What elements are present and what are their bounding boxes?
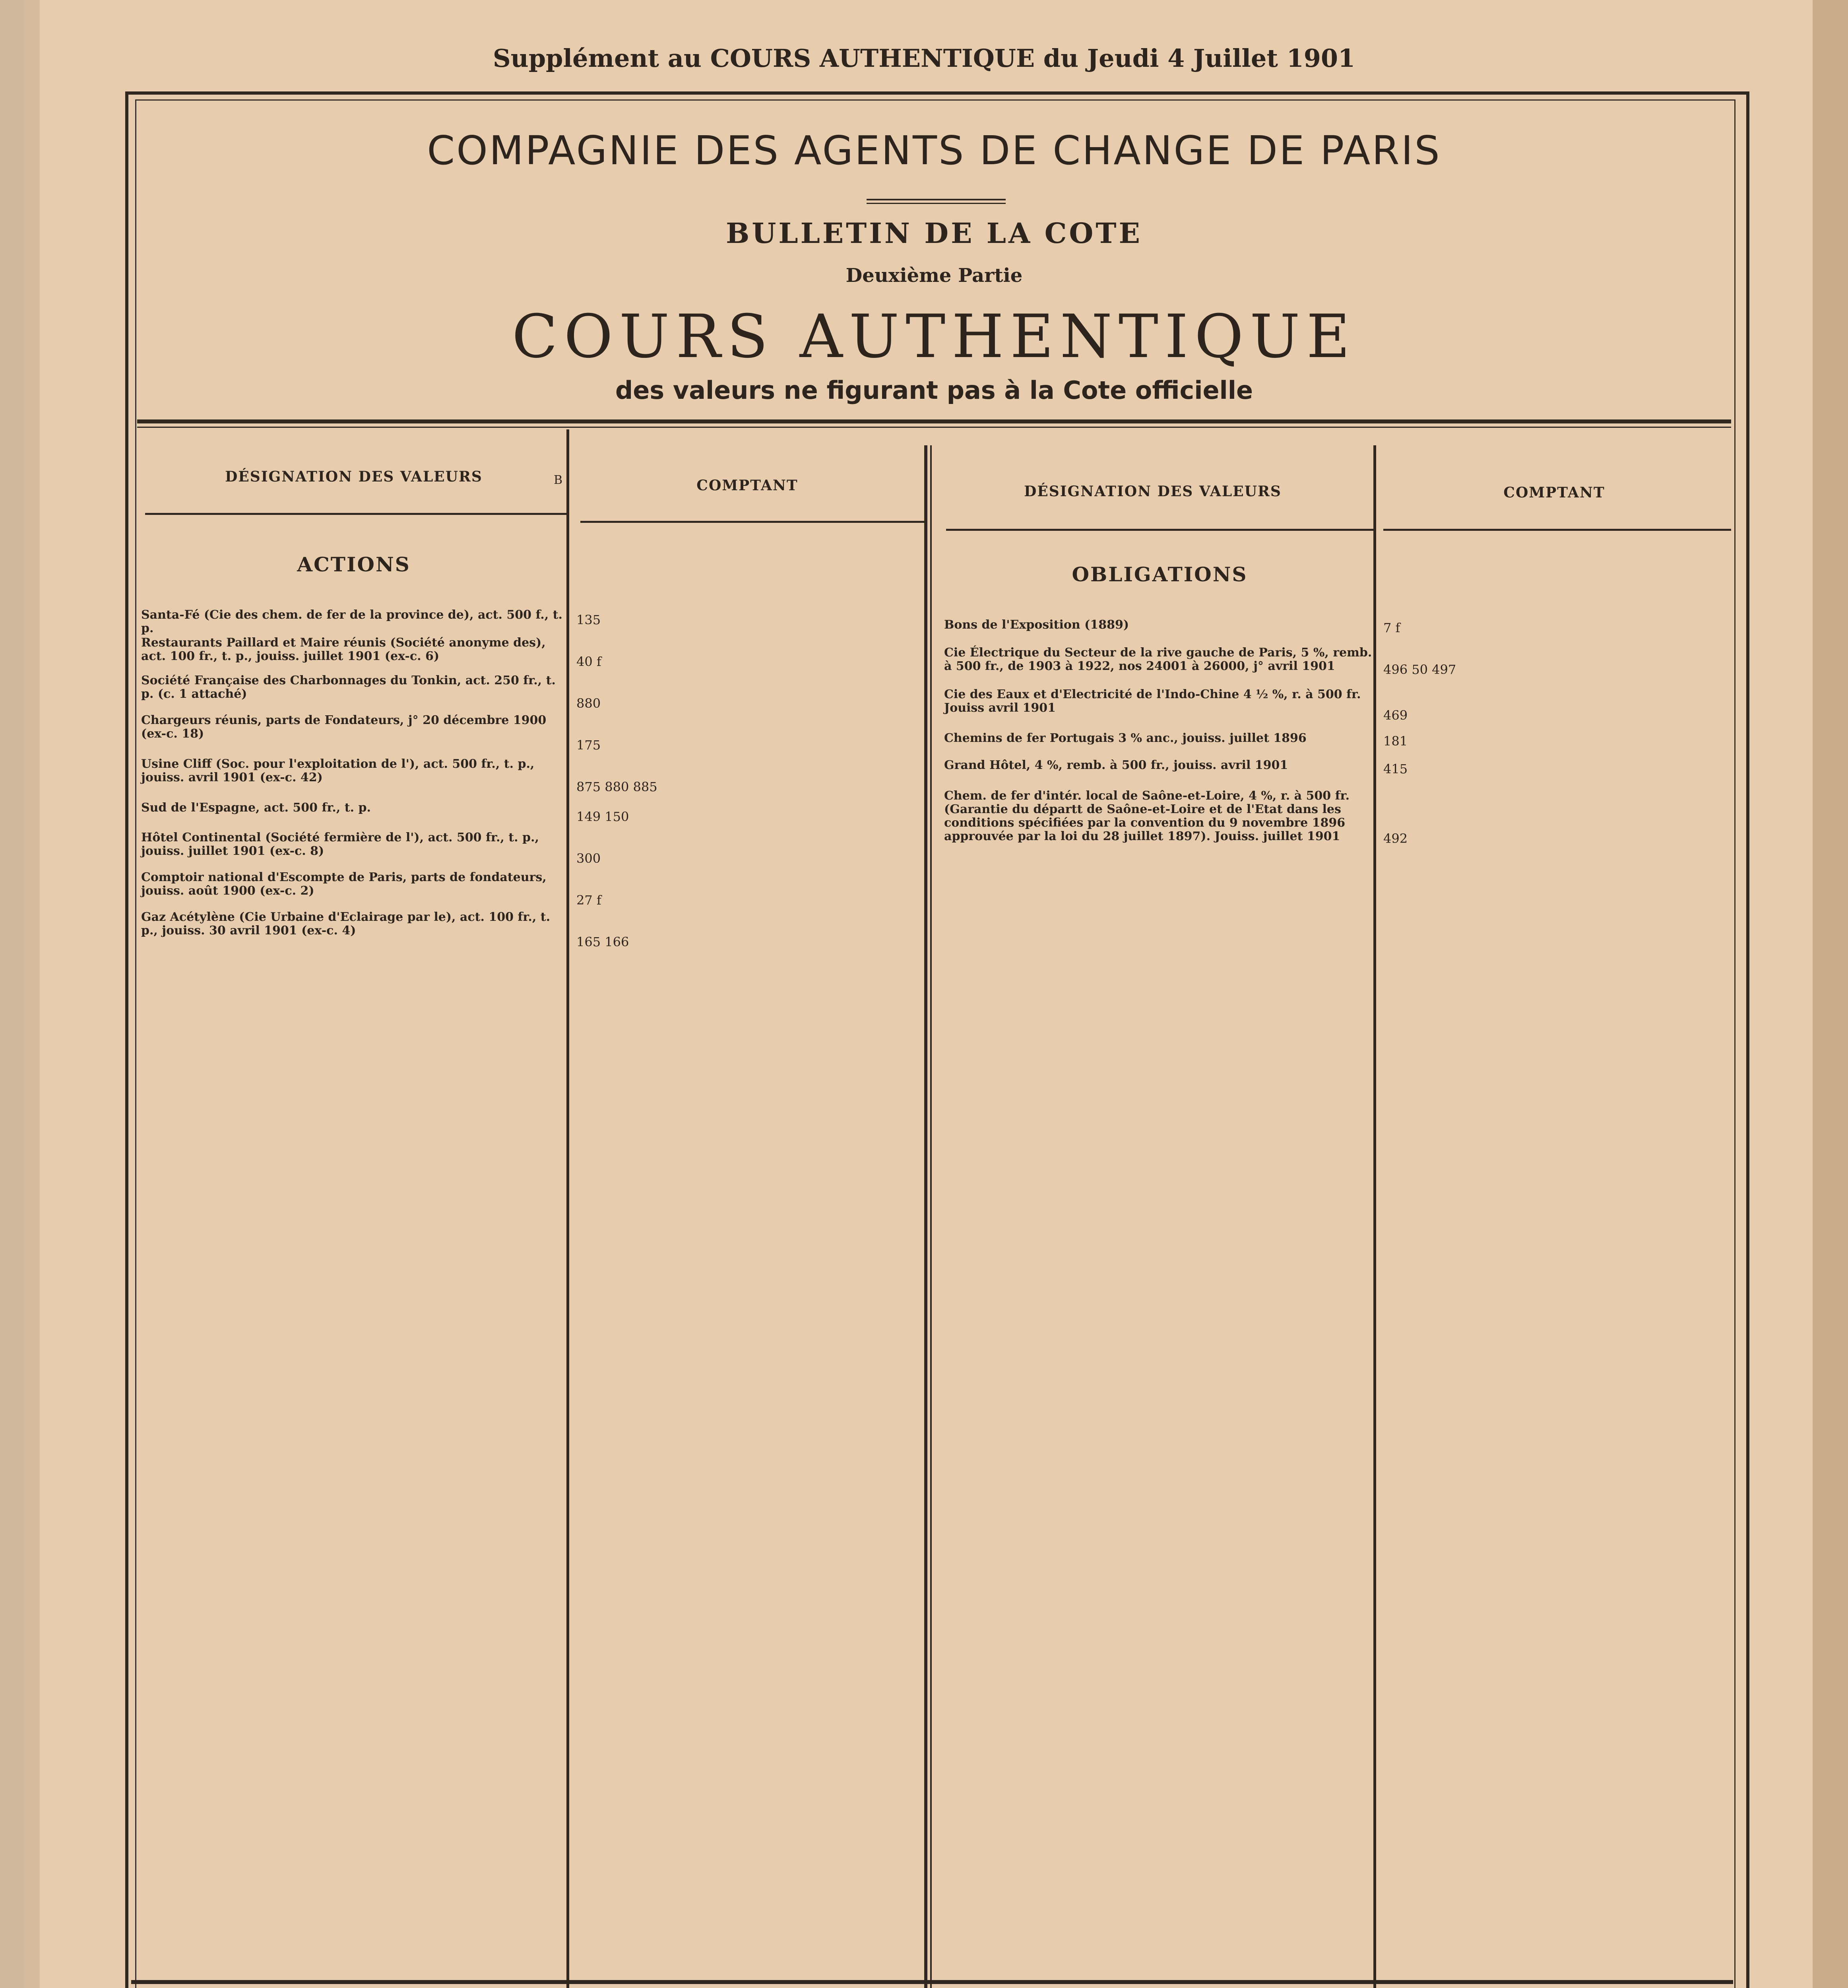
col-head-rule-3 <box>946 529 1373 531</box>
actions-item-name: Gaz Acétylène (Cie Urbaine d'Eclairage par le), act. 100 fr., t. p., jouiss. 30 avril 1901 (ex-c. 4) <box>141 910 551 938</box>
col-divider-center <box>924 445 927 1988</box>
col-head-rule-1 <box>145 513 566 515</box>
actions-item-price: 165 166 <box>576 934 629 949</box>
actions-item-name: Santa-Fé (Cie des chem. de fer de la province de), act. 500 f., t. p. <box>141 608 562 635</box>
actions-item-name: Sud de l'Espagne, act. 500 fr., t. p. <box>141 801 371 815</box>
page-edge-shadow <box>1813 0 1848 1988</box>
actions-item-name: Usine Cliff (Soc. pour l'exploitation de l'), act. 500 fr., t. p., jouiss. avril 1901 (ex-c. 42) <box>141 757 535 784</box>
header-rule-thin <box>137 427 1731 428</box>
col-head-rule-4 <box>1383 529 1731 531</box>
company-name: COMPAGNIE DES AGENTS DE CHANGE DE PARIS <box>427 127 1441 174</box>
book-binding-edge <box>24 0 41 1988</box>
col-head-rule-2 <box>580 521 924 523</box>
title-rule-2 <box>867 203 1006 204</box>
header-rule <box>137 419 1731 423</box>
page-title: COURS AUTHENTIQUE <box>512 302 1357 371</box>
obligations-item-name: Cie Électrique du Secteur de la rive gauche de Paris, 5 %, remb. à 500 fr., de 1903 à 1922, nos 24001 à 26000, j° avril 1901 <box>944 646 1372 673</box>
obligations-item-price: 7 f <box>1383 620 1400 635</box>
actions-item-name: Comptoir national d'Escompte de Paris, parts de fondateurs, jouiss. août 1900 (ex-c. 2) <box>141 870 547 898</box>
obligations-item-name: Cie des Eaux et d'Electricité de l'Indo-Chine 4 ½ %, r. à 500 fr. Jouiss avril 1901 <box>944 687 1361 715</box>
col-header-comptant-left: COMPTANT <box>696 477 798 494</box>
col-divider-1 <box>566 429 569 1988</box>
actions-item-name: Chargeurs réunis, parts de Fondateurs, j° 20 décembre 1900 (ex-c. 18) <box>141 713 547 741</box>
col-divider-3 <box>1373 445 1376 1988</box>
col-header-designation-left: DÉSIGNATION DES VALEURS <box>225 468 483 485</box>
page-subtitle: des valeurs ne figurant pas à la Cote officielle <box>615 376 1253 405</box>
supplement-line: Supplément au COURS AUTHENTIQUE du Jeudi 4 Juillet 1901 <box>493 44 1355 73</box>
book-binding <box>0 0 25 1988</box>
partie-label: Deuxième Partie <box>845 264 1023 287</box>
actions-item-price: 135 <box>576 612 601 627</box>
actions-item-price: 149 150 <box>576 809 629 824</box>
obligations-item-name: Bons de l'Exposition (1889) <box>944 618 1129 632</box>
actions-item-name: Hôtel Continental (Société fermière de l'), act. 500 fr., t. p., jouiss. juillet 1901 (ex-c. 8) <box>141 831 539 858</box>
obligations-item-name: Chemins de fer Portugais 3 % anc., jouiss. juillet 1896 <box>944 731 1307 745</box>
obligations-item-price: 415 <box>1383 761 1408 777</box>
obligations-item-price: 469 <box>1383 708 1408 723</box>
bulletin-title: BULLETIN DE LA COTE <box>726 217 1142 250</box>
obligations-item-price: 492 <box>1383 831 1408 846</box>
actions-title: ACTIONS <box>297 553 411 576</box>
actions-item-price: 40 f <box>576 654 601 669</box>
actions-item-price: 880 <box>576 696 601 711</box>
actions-item-name: Restaurants Paillard et Maire réunis (Société anonyme des), act. 100 fr., t. p., jouiss. juillet 1901 (ex-c. 6) <box>141 636 546 663</box>
actions-item-name: Société Française des Charbonnages du Tonkin, act. 250 fr., t. p. (c. 1 attaché) <box>141 674 556 701</box>
col-header-comptant-right: COMPTANT <box>1503 484 1605 501</box>
actions-item-price: 875 880 885 <box>576 779 657 794</box>
middle-rule <box>131 1980 1733 1984</box>
title-rule <box>867 199 1006 200</box>
obligations-item-name: Chem. de fer d'intér. local de Saône-et-Loire, 4 %, r. à 500 fr. (Garantie du départt de Saône-et-Loire et de l'Etat dans les conditions spécifiées par la convention du 9 novembre 1896 approuvée par la loi du 28 juillet 1897). Jouiss. juillet 1901 <box>944 789 1350 843</box>
col-header-designation-right: DÉSIGNATION DES VALEURS <box>1024 483 1282 500</box>
obligations-title: OBLIGATIONS <box>1072 563 1248 586</box>
col-divider-center-2 <box>930 445 932 1988</box>
actions-item-price: 27 f <box>576 893 601 908</box>
col-header-b: B <box>554 473 563 487</box>
obligations-item-name: Grand Hôtel, 4 %, remb. à 500 fr., jouiss. avril 1901 <box>944 758 1288 772</box>
obligations-item-price: 496 50 497 <box>1383 662 1456 677</box>
obligations-item-price: 181 <box>1383 734 1408 749</box>
actions-item-price: 300 <box>576 851 601 866</box>
actions-item-price: 175 <box>576 738 601 753</box>
